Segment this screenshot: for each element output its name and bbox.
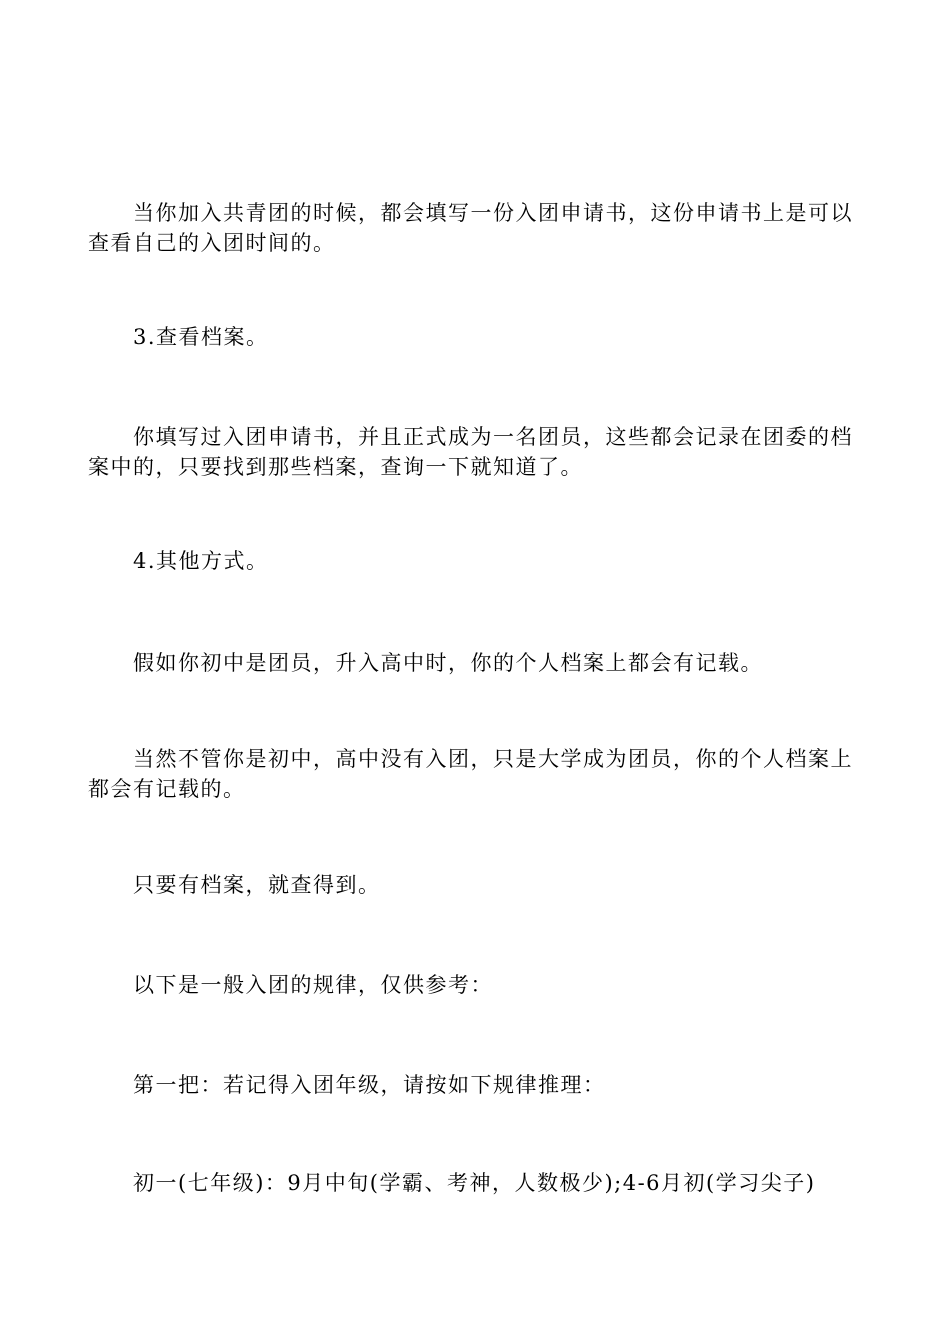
paragraph-general-rules: 以下是一般入团的规律，仅供参考： <box>133 973 493 997</box>
paragraph-archives: 你填写过入团申请书，并且正式成为一名团员，这些都会记录在团委的档案中的，只要找到那些档案，查询一下就知道了。 <box>88 425 853 479</box>
paragraph-high-school: 假如你初中是团员，升入高中时，你的个人档案上都会有记载。 <box>133 651 763 675</box>
heading-check-archives: 3.查看档案。 <box>133 325 269 349</box>
paragraph-application-form: 当你加入共青团的时候，都会填写一份入团申请书，这份申请书上是可以查看自己的入团时间的。 <box>88 201 853 255</box>
paragraph-grade-seven: 初一(七年级)：9月中旬(学霸、考神，人数极少);4-6月初(学习尖子) <box>133 1171 816 1195</box>
paragraph-first-rule: 第一把：若记得入团年级，请按如下规律推理： <box>133 1073 606 1097</box>
heading-other-methods: 4.其他方式。 <box>133 549 269 573</box>
paragraph-archives-found: 只要有档案，就查得到。 <box>133 873 381 897</box>
paragraph-university: 当然不管你是初中，高中没有入团，只是大学成为团员，你的个人档案上都会有记载的。 <box>88 747 853 801</box>
